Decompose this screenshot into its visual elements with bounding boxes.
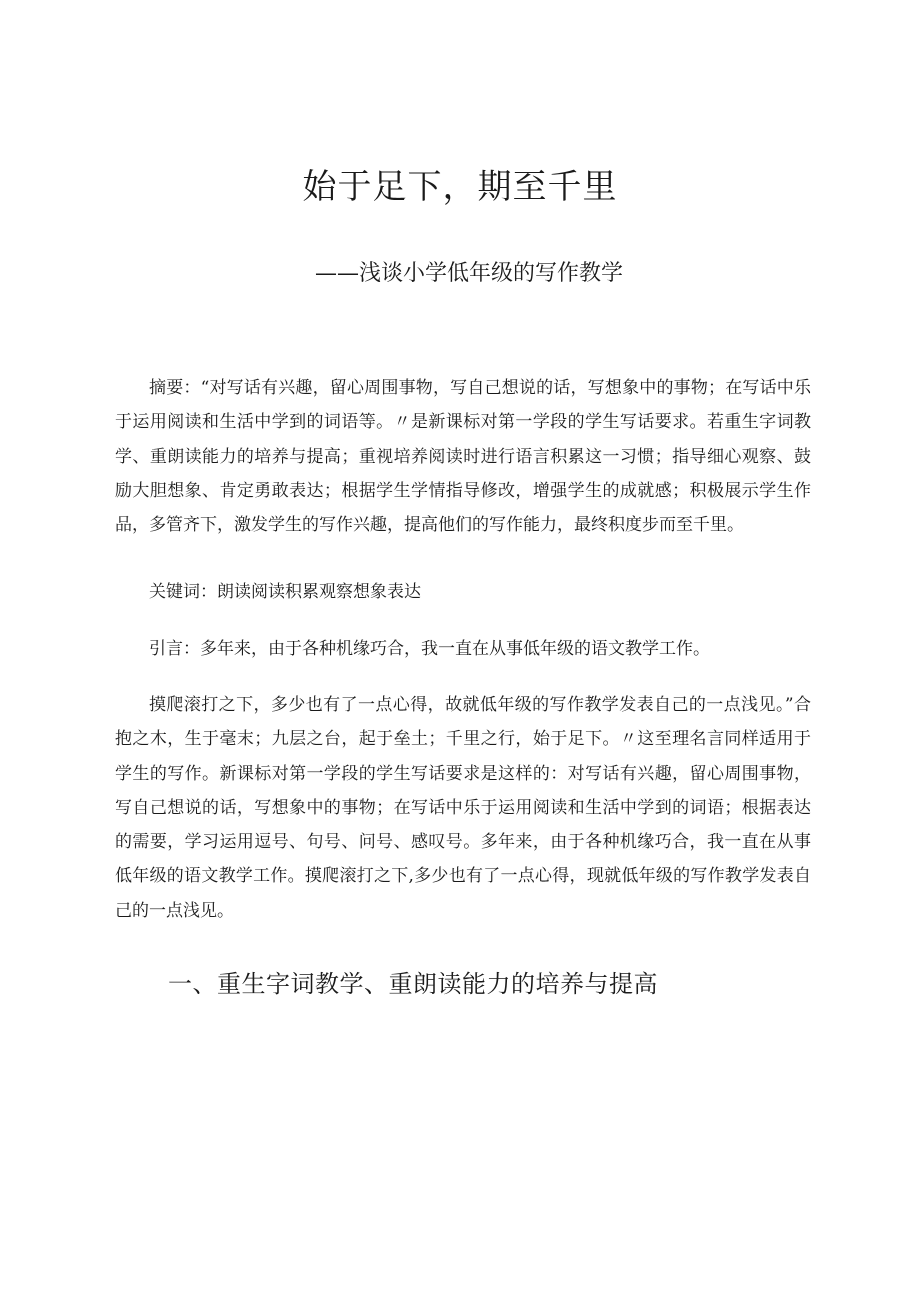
body-paragraph: 摸爬滚打之下，多少也有了一点心得，故就低年级的写作教学发表自己的一点浅见。”合抱之木，生于毫末；九层之台，起于垒土；千里之行，始于足下。〃这至理名言同样适用于学生的写作。新课标对第一学段的学生写话要求是这样的：对写话有兴趣，留心周围事物，写自己想说的话，写想象中的事物；在写话中乐于运用阅读和生活中学到的词语；根据表达的需要，学习运用逗号、句号、问号、感叹号。多年来，由于各种机缘巧合，我一直在从事低年级的语文教学工作。摸爬滚打之下,多少也有了一点心得，现就低年级的写作教学发表自己的一点浅见。 [115,695,811,921]
abstract-paragraph: 摘要：“对写话有兴趣，留心周围事物，写自己想说的话，写想象中的事物；在写话中乐于运用阅读和生活中学到的词语等。〃是新课标对第一学段的学生写话要求。若重生字词教学、重朗读能力的培养与提高；重视培养阅读时进行语言积累这一习惯；指导细心观察、鼓励大胆想象、肯定勇敢表达；根据学生学情指导修改，增强学生的成就感；积极展示学生作品，多管齐下，激发学生的写作兴趣，提高他们的写作能力，最终积度步而至千里。 [115,378,811,536]
keywords-paragraph: 关键词：朗读阅读积累观察想象表达 [149,582,421,602]
intro-paragraph: 引言：多年来，由于各种机缘巧合，我一直在从事低年级的语文教学工作。 [149,639,710,659]
section-heading: 一、重生字词教学、重朗读能力的培养与提高 [168,970,658,998]
document-title: 始于足下，期至千里 [302,167,618,207]
document-subtitle: ——浅谈小学低年级的写作教学 [314,261,623,286]
